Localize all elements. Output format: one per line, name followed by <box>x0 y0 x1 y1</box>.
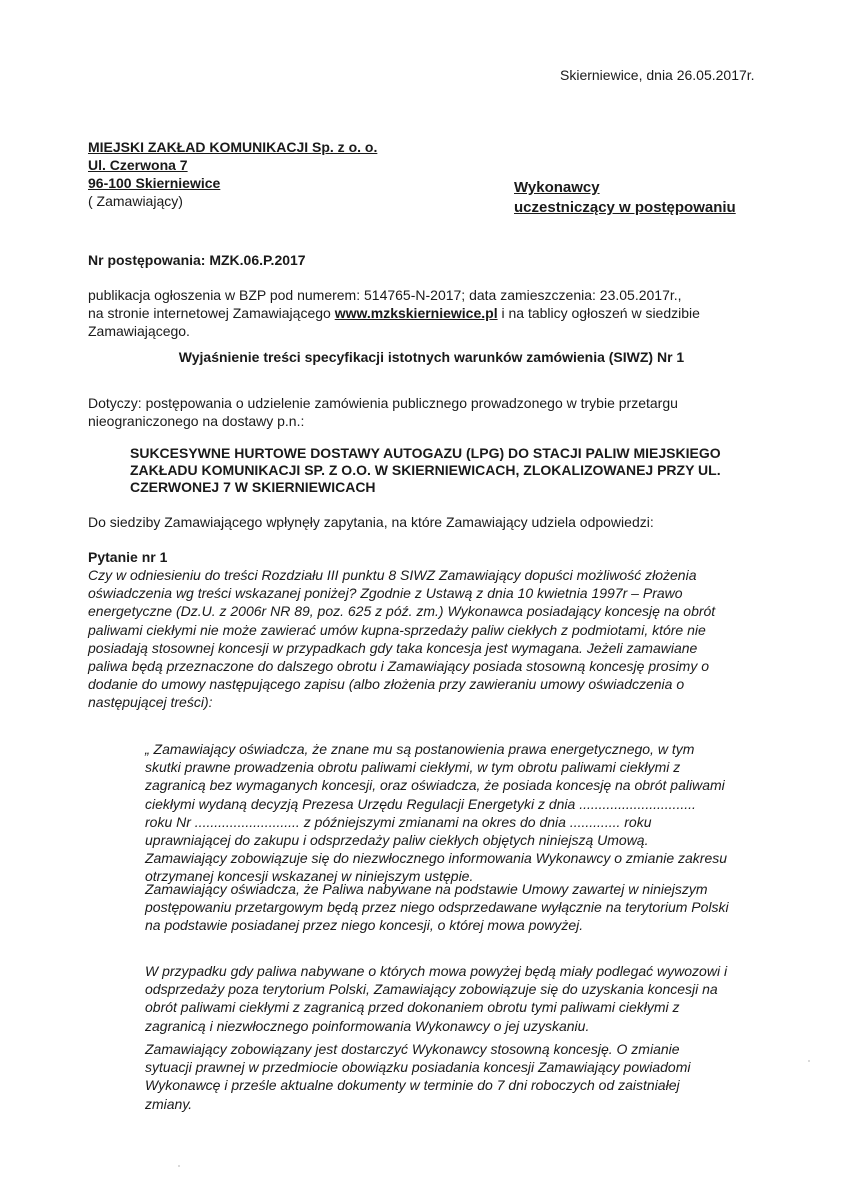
declaration-line: roku Nr ........................... z późniejszymi zmianami na okres do dnia ............. roku <box>145 813 652 830</box>
declaration-line: na podstawie posiadanej przez niego koncesji, o której mowa powyżej. <box>145 917 584 934</box>
declaration-line: Wykonawcę i prześle aktualne dokumenty w terminie do 7 dni roboczych od zaistniałej <box>145 1077 680 1094</box>
declaration-line: odsprzedaży poza terytorium Polski, Zamawiający zobowiązuje się do uzyskania koncesji na <box>145 981 718 998</box>
question-line: następującej treści): <box>88 694 213 711</box>
declaration-paragraph-1 <box>145 740 727 886</box>
question-line: paliwa będą przeznaczone do dalszego obrotu i Zamawiający posiada stosowną koncesję prosimy o <box>88 658 710 675</box>
declaration-line: zagranicą bez wymaganych koncesji, oraz oświadcza, że posiada koncesję na obrót paliwami <box>145 777 725 794</box>
declaration-paragraph-4 <box>145 1040 690 1113</box>
publication-line-1: publikacja ogłoszenia w BZP pod numerem: 514765-N-2017; data zamieszczenia: 23.05.2017r., <box>88 287 682 303</box>
sender-name: MIEJSKI ZAKŁAD KOMUNIKACJI Sp. z o. o. <box>88 139 378 155</box>
intro-paragraph: Do siedziby Zamawiającego wpłynęły zapytania, na które Zamawiający udziela odpowiedzi: <box>88 514 654 530</box>
declaration-line: sytuacji prawnej w przedmiocie obowiązku posiadania koncesji Zamawiający powiadomi <box>145 1059 691 1076</box>
declaration-line: „ Zamawiający oświadcza, że znane mu są postanowienia prawa energetycznego, w tym <box>145 741 695 757</box>
website-link[interactable]: www.mzkskierniewice.pl <box>334 305 498 321</box>
declaration-line: uprawniającej do zakupu i odsprzedaży paliw ciekłych objętych niniejszą Umową. <box>145 832 649 849</box>
declaration-line: Zamawiający zobowiązuje się do niezwłocznego informowania Wykonawcy o zmianie zakresu <box>145 850 728 867</box>
question-line: dodanie do umowy następującego zapisu (albo złożenia przy zawieraniu umowy oświadczenia o <box>88 676 685 693</box>
question-title: Pytanie nr 1 <box>88 549 168 565</box>
recipient-block <box>514 178 736 218</box>
procurement-subject <box>130 445 721 496</box>
sender-address <box>88 138 377 210</box>
question-line: paliwami ciekłymi nie może zawierać umów kupna-sprzedaży paliw ciekłych z podmiotami, które nie <box>88 621 706 638</box>
declaration-paragraph-3 <box>145 962 727 1035</box>
scan-speck <box>808 1060 810 1062</box>
concerns-line-2: nieograniczonego na dostawy p.n.: <box>88 413 305 429</box>
subject-line-1: SUKCESYWNE HURTOWE DOSTAWY AUTOGAZU (LPG) DO STACJI PALIW MIEJSKIEGO <box>130 445 721 461</box>
publication-text: i na tablicy ogłoszeń w siedzibie <box>497 305 700 321</box>
declaration-line: obrót paliwami ciekłymi z zagranicą przed dokonaniem obrotu tymi paliwami ciekłymi z <box>145 999 680 1016</box>
declaration-line: Zamawiający oświadcza, że Paliwa nabywane na podstawie Umowy zawartej w niniejszym <box>145 881 708 897</box>
question-line: oświadczenia wg treści wskazanej poniżej? Zgodnie z Ustawą z dnia 10 kwietnia 1997r – Prawo <box>88 585 683 602</box>
publication-line-3: Zamawiającego. <box>88 323 190 339</box>
document-heading: Wyjaśnienie treści specyfikacji istotnych warunków zamówienia (SIWZ) Nr 1 <box>178 349 685 365</box>
subject-line-2: ZAKŁADU KOMUNIKACJI SP. Z O.O. W SKIERNIEWICACH, ZLOKALIZOWANEJ PRZY UL. <box>130 462 721 478</box>
sender-street: Ul. Czerwona 7 <box>88 157 188 173</box>
publication-text: na stronie internetowej Zamawiającego <box>88 305 335 321</box>
question-line: energetyczne (Dz.U. z 2006r NR 89, poz. 625 z póź. zm.) Wykonawca posiadający koncesję na obrót <box>88 603 716 620</box>
declaration-line: skutki prawne prowadzenia obrotu paliwami ciekłymi, w tym obrotu paliwami ciekłymi z <box>145 759 681 776</box>
declaration-line: W przypadku gdy paliwa nabywane o których mowa powyżej będą miały podlegać wywozowi i <box>145 963 728 979</box>
concerns-line-1: Dotyczy: postępowania o udzielenie zamówienia publicznego prowadzonego w trybie przetargu <box>88 395 678 411</box>
question-line: posiadają stosownej koncesji w przypadkach gdy taka koncesja jest wymagana. Jeżeli zamawiane <box>88 639 698 656</box>
recipient-line-2: uczestniczący w postępowaniu <box>514 199 736 216</box>
recipient-line-1: Wykonawcy <box>514 179 600 196</box>
declaration-line: postępowaniu przetargowym będą przez niego odsprzedawane wyłącznie na terytorium Polski <box>145 899 729 916</box>
question-1 <box>88 548 715 712</box>
declaration-line: Zamawiający zobowiązany jest dostarczyć Wykonawcy stosowną koncesję. O zmianie <box>145 1041 680 1057</box>
procedure-number: Nr postępowania: MZK.06.P.2017 <box>88 252 306 268</box>
declaration-line: zagranicą i niezwłocznego poinformowania Wykonawcy o jej uzyskaniu. <box>145 1017 590 1034</box>
scan-speck <box>178 1165 180 1167</box>
declaration-line: zmiany. <box>145 1095 193 1112</box>
declaration-line: ciekłymi wydaną decyzją Prezesa Urzędu Regulacji Energetyki z dnia .............................. <box>145 795 696 812</box>
publication-line-2 <box>88 304 788 322</box>
letter-date: Skierniewice, dnia 26.05.2017r. <box>560 67 755 83</box>
concerns-paragraph <box>88 394 678 430</box>
question-line: Czy w odniesieniu do treści Rozdziału III punktu 8 SIWZ Zamawiający dopuści możliwość złożenia <box>88 567 697 583</box>
publication-info <box>88 286 788 340</box>
declaration-line: otrzymanej koncesji wskazanej w niniejszym ustępie. <box>145 868 474 885</box>
sender-city: 96-100 Skierniewice <box>88 175 221 191</box>
subject-line-3: CZERWONEJ 7 W SKIERNIEWICACH <box>130 479 376 495</box>
declaration-paragraph-2 <box>145 880 729 935</box>
sender-role: ( Zamawiający) <box>88 193 183 209</box>
